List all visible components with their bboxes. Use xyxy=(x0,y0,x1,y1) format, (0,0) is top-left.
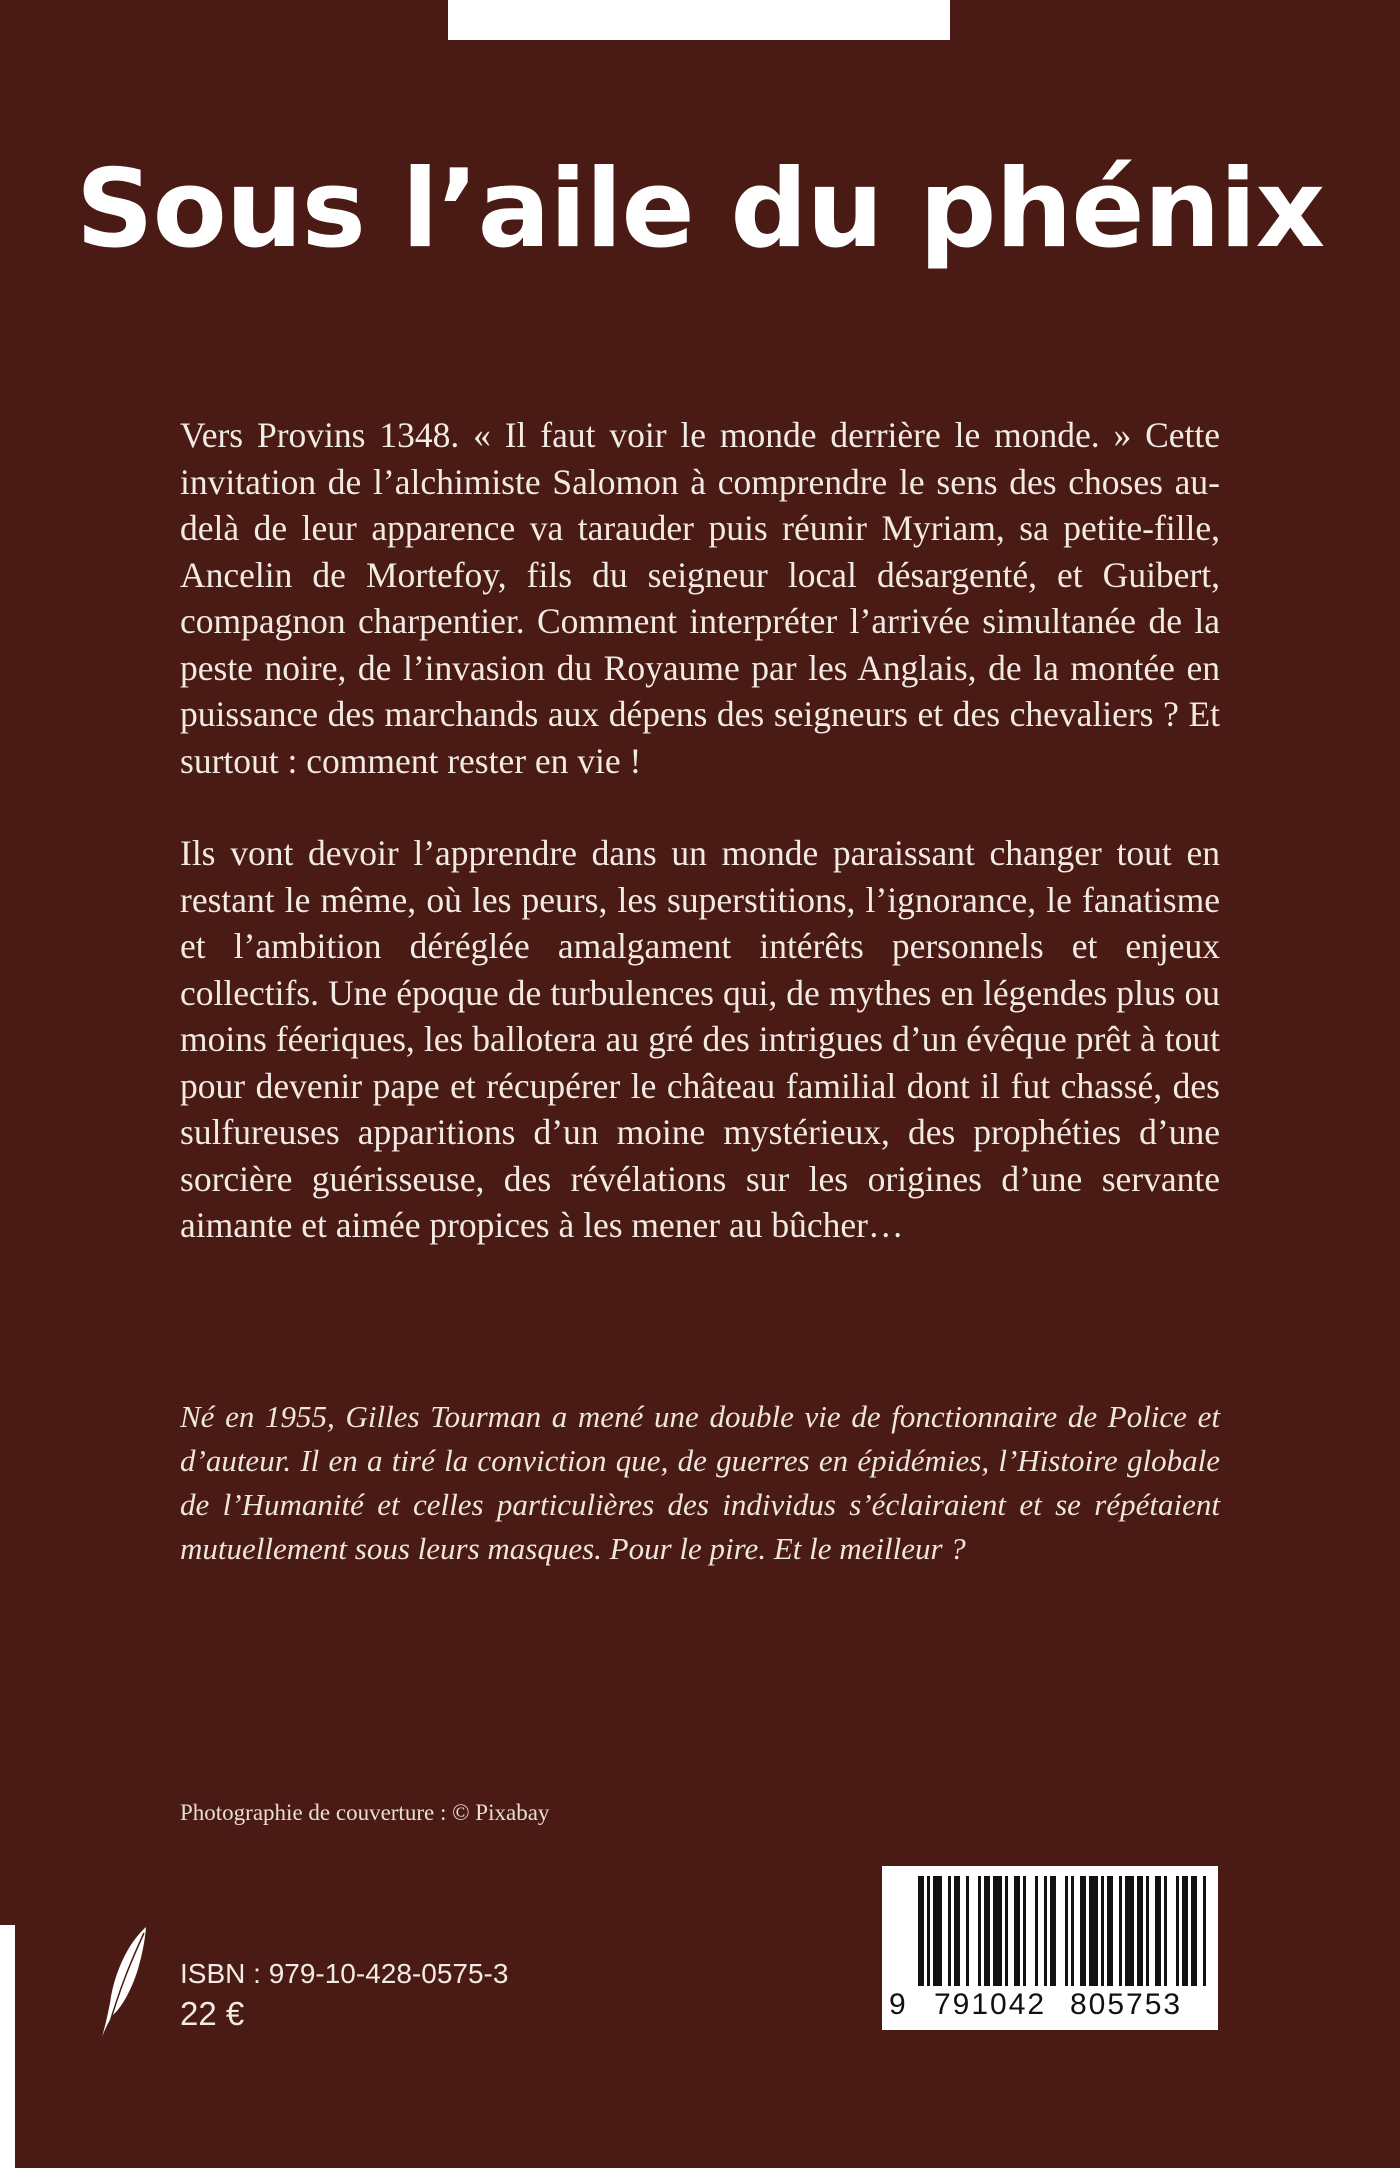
barcode-bar xyxy=(1164,1876,1167,1986)
barcode-group-right: 805753 xyxy=(1070,1988,1183,2021)
summary-paragraph: Ils vont devoir l’apprendre dans un monde paraissant changer tout en restant le même, où les peurs, les superstitions, l’ignorance, le fanatisme et l’ambition déréglée amalgament intérêts personnels et enjeux collectifs. Une époque de turbulences qui, de mythes en légendes plus ou moins féeriques, les ballotera au gré des intrigues d’un évêque prêt à tout pour devenir pape et récupérer le château familial dont il fut chassé, des sulfureuses apparitions d’un moine mystérieux, des prophéties d’une sorcière guérisseuse, des révélations sur les origines d’une servante aimante et aimée propices à les mener au bûcher… xyxy=(180,833,1220,1245)
barcode-bar xyxy=(1023,1876,1026,1986)
top-white-strip xyxy=(448,0,950,40)
barcode-bar xyxy=(933,1876,942,1986)
author-bio: Né en 1955, Gilles Tourman a mené une double vie de fonctionnaire de Police et d’auteur. Il en a tiré la conviction que, de guerres en épidémies, l’Histoire globale de l’Humanité et celles particulières des individus s’éclairaient et se répétaient mutuellement sous leurs masques. Pour le pire. Et le meilleur ? xyxy=(180,1399,1220,1566)
barcode-bar xyxy=(1119,1876,1122,1986)
photo-credit: Photographie de couverture : © Pixabay xyxy=(180,1800,550,1825)
isbn: ISBN : 979-10-428-0575-3 xyxy=(180,1958,509,1989)
price: 22 € xyxy=(180,1995,245,2032)
barcode-bar xyxy=(1176,1876,1179,1986)
barcode-group-left: 791042 xyxy=(934,1988,1047,2021)
barcode-bar xyxy=(1050,1876,1056,1986)
barcode-bar xyxy=(954,1876,960,1986)
barcode-digits xyxy=(882,1988,1218,2024)
barcode-bar xyxy=(978,1876,981,1986)
barcode-bar xyxy=(1107,1876,1113,1986)
barcode-bar xyxy=(927,1876,930,1986)
barcode-bar xyxy=(1191,1876,1197,1986)
left-white-strip xyxy=(0,1925,15,2168)
barcode-bar xyxy=(1101,1876,1104,1986)
barcode-bar xyxy=(1005,1876,1008,1986)
barcode-bar xyxy=(1071,1876,1074,1986)
barcode xyxy=(882,1866,1218,2030)
barcode-bar xyxy=(1089,1876,1098,1986)
barcode-bar xyxy=(1065,1876,1068,1986)
barcode-bar xyxy=(918,1876,924,1986)
barcode-bar xyxy=(984,1876,990,1986)
barcode-bar xyxy=(1182,1876,1188,1986)
barcode-bar xyxy=(1125,1876,1134,1986)
barcode-bar xyxy=(1146,1876,1149,1986)
book-title: Sous l’aile du phénix xyxy=(75,147,1325,272)
barcode-bar xyxy=(993,1876,1002,1986)
barcode-bar xyxy=(966,1876,969,1986)
barcode-bar xyxy=(948,1876,951,1986)
barcode-bar xyxy=(1137,1876,1143,1986)
barcode-bar xyxy=(1155,1876,1161,1986)
summary-paragraph: Vers Provins 1348. « Il faut voir le monde derrière le monde. » Cette invitation de l’alchimiste Salomon à comprendre le sens des choses au-delà de leur apparence va tarauder puis réunir Myriam, sa petite-fille, Ancelin de Mortefoy, fils du seigneur local désargenté, et Guibert, compagnon charpentier. Comment interpréter l’arrivée simultanée de la peste noire, de l’invasion du Royaume par les Anglais, de la montée en puissance des marchands aux dépens des seigneurs et des chevaliers ? Et surtout : comment rester en vie ! xyxy=(180,415,1220,781)
barcode-bar xyxy=(1035,1876,1038,1986)
barcode-bar xyxy=(1014,1876,1020,1986)
barcode-bar xyxy=(1203,1876,1206,1986)
barcode-first-digit: 9 xyxy=(889,1988,906,2021)
feather-icon xyxy=(98,1925,153,2040)
barcode-bar xyxy=(1080,1876,1086,1986)
book-summary xyxy=(180,412,1220,1249)
barcode-bar xyxy=(1044,1876,1047,1986)
